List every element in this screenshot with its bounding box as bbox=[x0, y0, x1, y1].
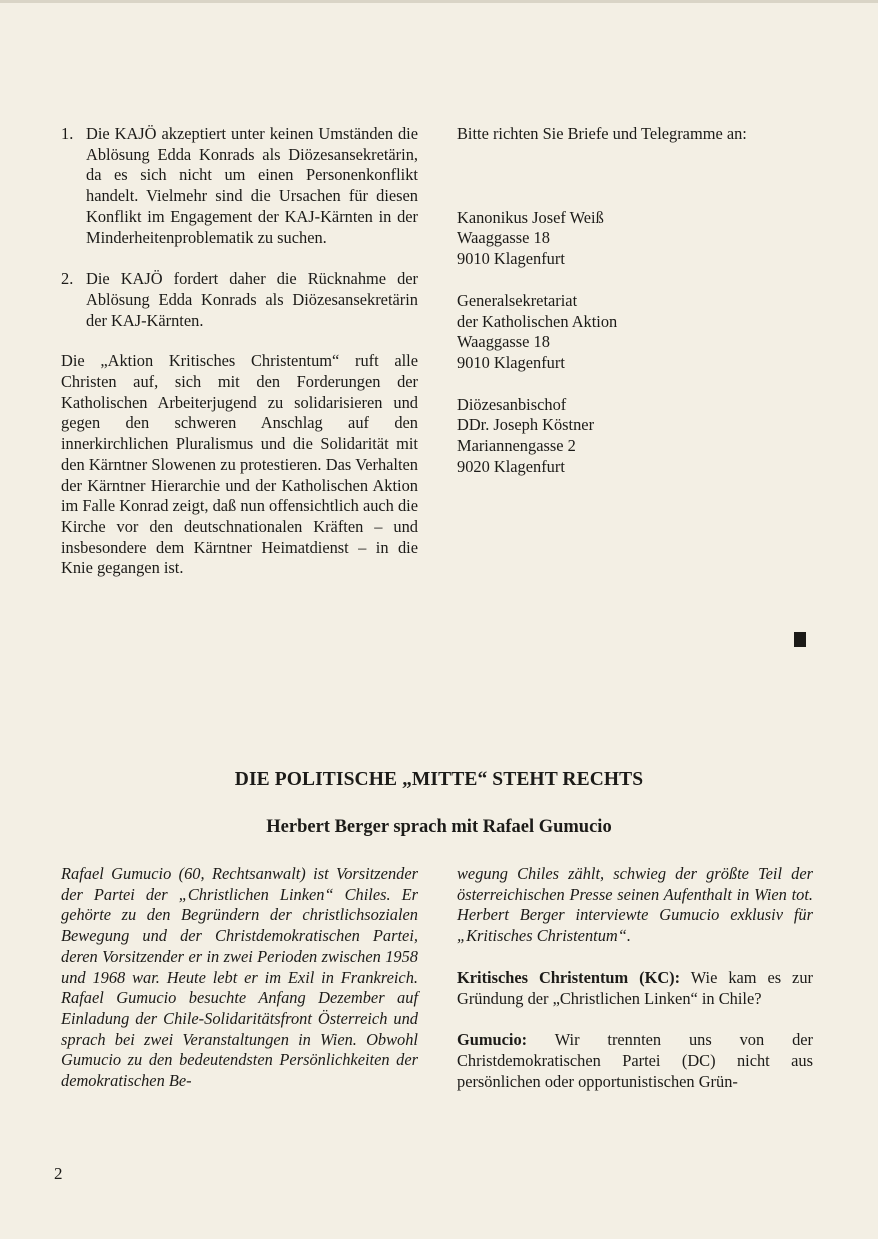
address-block-3 bbox=[457, 395, 813, 478]
address-2-line-1: Generalsekretariat bbox=[457, 290, 578, 310]
address-2-line-2: der Katholischen Aktion bbox=[457, 311, 618, 331]
address-block-2 bbox=[457, 291, 813, 374]
request-text: Bitte richten Sie Briefe und Telegramme an: bbox=[457, 124, 747, 143]
appeal-paragraph: Die „Aktion Kritisches Christentum“ ruft alle Christen auf, sich mit den Forderungen der Katholischen Arbeiterjugend zu solidarisieren und gegen den schweren Anschlag auf den innerkirchlichen Pluralismus und die Solidarität mit den Kärntner Slowenen zu protestieren. Das Verhalten der Kärntner Hierarchie und der Katholischen Aktion im Falle Konrad zeigt, daß nun offensichtlich auch die Kirche vor den deutschnationalen Kräften – und insbesondere dem Kärntner Heimatdienst – in die Knie gegangen ist. bbox=[61, 351, 419, 578]
address-block-1 bbox=[457, 208, 813, 270]
intro-text-right: wegung Chiles zählt, schwieg der größte Teil der österreichischen Presse seinen Aufenthalt in Wien tot. Herbert Berger interviewte Gumucio exklusiv für „Kritisches Christentum“. bbox=[457, 864, 813, 946]
article-headline: DIE POLITISCHE „MITTE“ STEHT RECHTS bbox=[234, 769, 644, 790]
list-item-1-text: Die KAJÖ akzeptiert unter keinen Umständen die Ablösung Edda Konrads als Diözesansekretärin, da es sich nicht um einen Personenkonflikt handelt. Vielmehr sind die Ursachen für diesen Konflikt im Engagement der KAJ-Kärnten in der Minderheitenproblematik zu suchen. bbox=[86, 124, 418, 247]
top-edge-line bbox=[0, 0, 878, 3]
address-2-line-3: Waaggasse 18 bbox=[457, 332, 550, 352]
address-1-line-1: Kanonikus Josef Weiß bbox=[457, 207, 604, 227]
address-1-line-2: Waaggasse 18 bbox=[457, 228, 550, 248]
address-3-line-2: DDr. Joseph Köstner bbox=[457, 415, 595, 435]
right-column-upper bbox=[457, 124, 813, 477]
answer-1-speaker: Gumucio: bbox=[457, 1030, 528, 1050]
left-column-lower bbox=[61, 864, 418, 1092]
article-subheadline: Herbert Berger sprach mit Rafael Gumucio bbox=[266, 817, 612, 837]
interview-answer-1 bbox=[457, 1030, 813, 1092]
list-item-1-number: 1. bbox=[61, 124, 74, 143]
address-3-line-4: 9020 Klagenfurt bbox=[457, 456, 565, 476]
end-of-article-mark bbox=[794, 632, 806, 647]
left-column-upper bbox=[61, 124, 418, 579]
address-2-line-4: 9010 Klagenfurt bbox=[457, 352, 565, 372]
address-1-line-3: 9010 Klagenfurt bbox=[457, 249, 565, 269]
list-item-1 bbox=[61, 124, 418, 248]
page-number: 2 bbox=[54, 1164, 63, 1183]
question-1-text: Wie kam es zur Gründung der „Christlichen Linken“ in Chile? bbox=[457, 967, 813, 1008]
address-3-line-3: Mariannengasse 2 bbox=[457, 436, 576, 456]
intro-text-left: Rafael Gumucio (60, Rechtsanwalt) ist Vorsitzender der Partei der „Christlichen Linken“ Chiles. Er gehörte zu den Begründern der christlichsozialen Bewegung und der Christdemokratischen Partei, deren Vorsitzender er in zwei Perioden zwischen 1958 und 1968 war. Heute lebt er im Exil in Frankreich. Rafael Gumucio besuchte Anfang Dezember auf Einladung der Chile-Solidaritätsfront Österreich und sprach bei zwei Veranstaltungen in Wien. Obwohl Gumucio zu den bedeutendsten Persönlichkeiten der demokratischen Be- bbox=[61, 864, 418, 1091]
answer-1-text: Wir trennten uns von der Christdemokratischen Partei (DC) nicht aus persönlichen oder opportunistischen Grün- bbox=[457, 1030, 813, 1091]
right-column-lower bbox=[457, 864, 813, 1092]
question-1-speaker: Kritisches Christentum (KC): bbox=[457, 967, 681, 987]
list-item-2-text: Die KAJÖ fordert daher die Rücknahme der Ablösung Edda Konrads als Diözesansekretärin der KAJ-Kärnten. bbox=[86, 269, 418, 330]
interview-question-1 bbox=[457, 968, 813, 1009]
list-item-2-number: 2. bbox=[61, 269, 74, 289]
list-item-2 bbox=[61, 269, 418, 331]
address-3-line-1: Diözesanbischof bbox=[457, 394, 567, 414]
